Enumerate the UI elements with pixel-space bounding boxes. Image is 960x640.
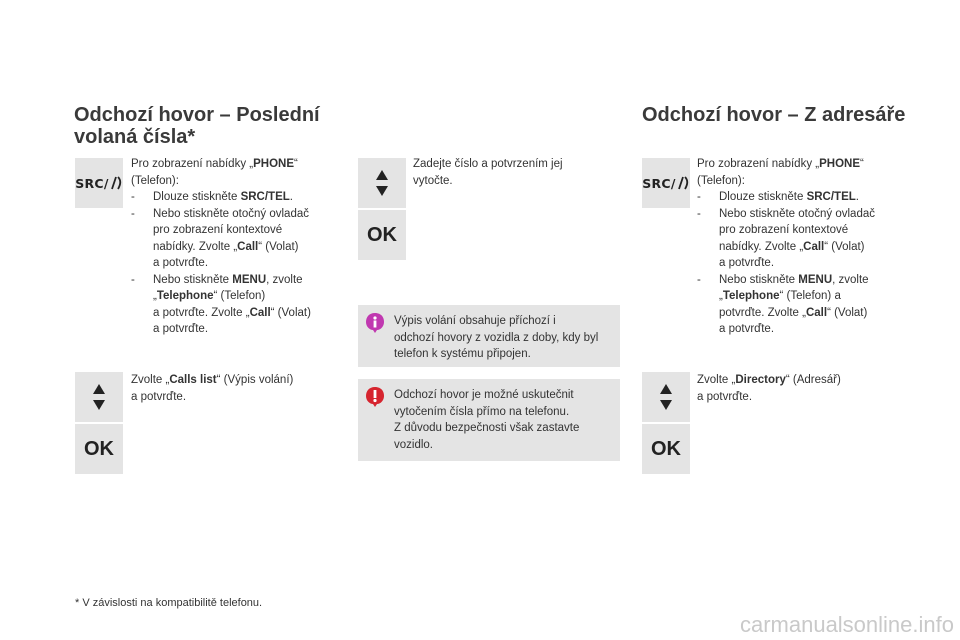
ok-button-middle: OK (358, 210, 406, 260)
left-title-line2: volaná čísla* (74, 126, 196, 148)
arrows-button-left (75, 372, 123, 422)
src-button-right (642, 158, 690, 208)
src-label: SRC/ (642, 175, 676, 191)
src-tel-icon (676, 175, 690, 191)
arrow-up-icon (93, 384, 105, 394)
ok-button-left: OK (75, 424, 123, 474)
warning-icon (366, 387, 384, 407)
arrow-down-icon (660, 400, 672, 410)
footnote: * V závislosti na kompatibilitě telefonu. (75, 597, 263, 609)
info-icon (366, 313, 384, 333)
left-instructions: Pro zobrazení nabídky „PHONE“ (Telefon): - Dlouze stiskněte SRC/TEL. - Nebo stiskněte otočný ovladač pro zobrazení kontextové nabídky. Zvolte „Call“ (Volat) a potvrďte. - Nebo stiskněte MENU, zvolte „Telephone“ (Telefon) a potvrďte. Zvolte „Call“ (Volat) a potvrďte. (131, 158, 311, 335)
watermark: carmanualsonline.info (739, 612, 954, 637)
src-button-left (75, 158, 123, 208)
warning-box: Odchozí hovor je možné uskutečnit vytočením čísla přímo na telefonu. Z důvodu bezpečnosti však zastavte vozidlo. (358, 379, 620, 461)
left-title (74, 104, 320, 148)
arrows-button-middle (358, 158, 406, 208)
info-box: Výpis volání obsahuje příchozí i odchozí hovory z vozidla z doby, kdy byl telefon k systému připojen. (358, 305, 620, 367)
src-label: SRC/ (75, 175, 109, 191)
arrow-down-icon (376, 186, 388, 196)
arrows-button-right (642, 372, 690, 422)
left-title-line1: Odchozí hovor – Poslední (74, 104, 320, 126)
src-tel-icon (109, 175, 123, 191)
right-title: Odchozí hovor – Z adresáře (642, 104, 906, 126)
right-instructions: Pro zobrazení nabídky „PHONE“ (Telefon): - Dlouze stiskněte SRC/TEL. - Nebo stiskněte otočný ovladač pro zobrazení kontextové nabídky. Zvolte „Call“ (Volat) a potvrďte. - Nebo stiskněte MENU, zvolte „Telephone“ (Telefon) a potvrďte. Zvolte „Call“ (Volat) a potvrďte. (697, 158, 875, 335)
arrow-up-icon (660, 384, 672, 394)
left-select-calls-list: Zvolte „Calls list“ (Výpis volání) a potvrďte. (131, 374, 294, 403)
ok-button-right: OK (642, 424, 690, 474)
arrow-down-icon (93, 400, 105, 410)
arrow-up-icon (376, 170, 388, 180)
right-select-directory: Zvolte „Directory“ (Adresář) a potvrďte. (697, 374, 841, 403)
middle-instruction: Zadejte číslo a potvrzením jej vytočte. (413, 158, 563, 187)
